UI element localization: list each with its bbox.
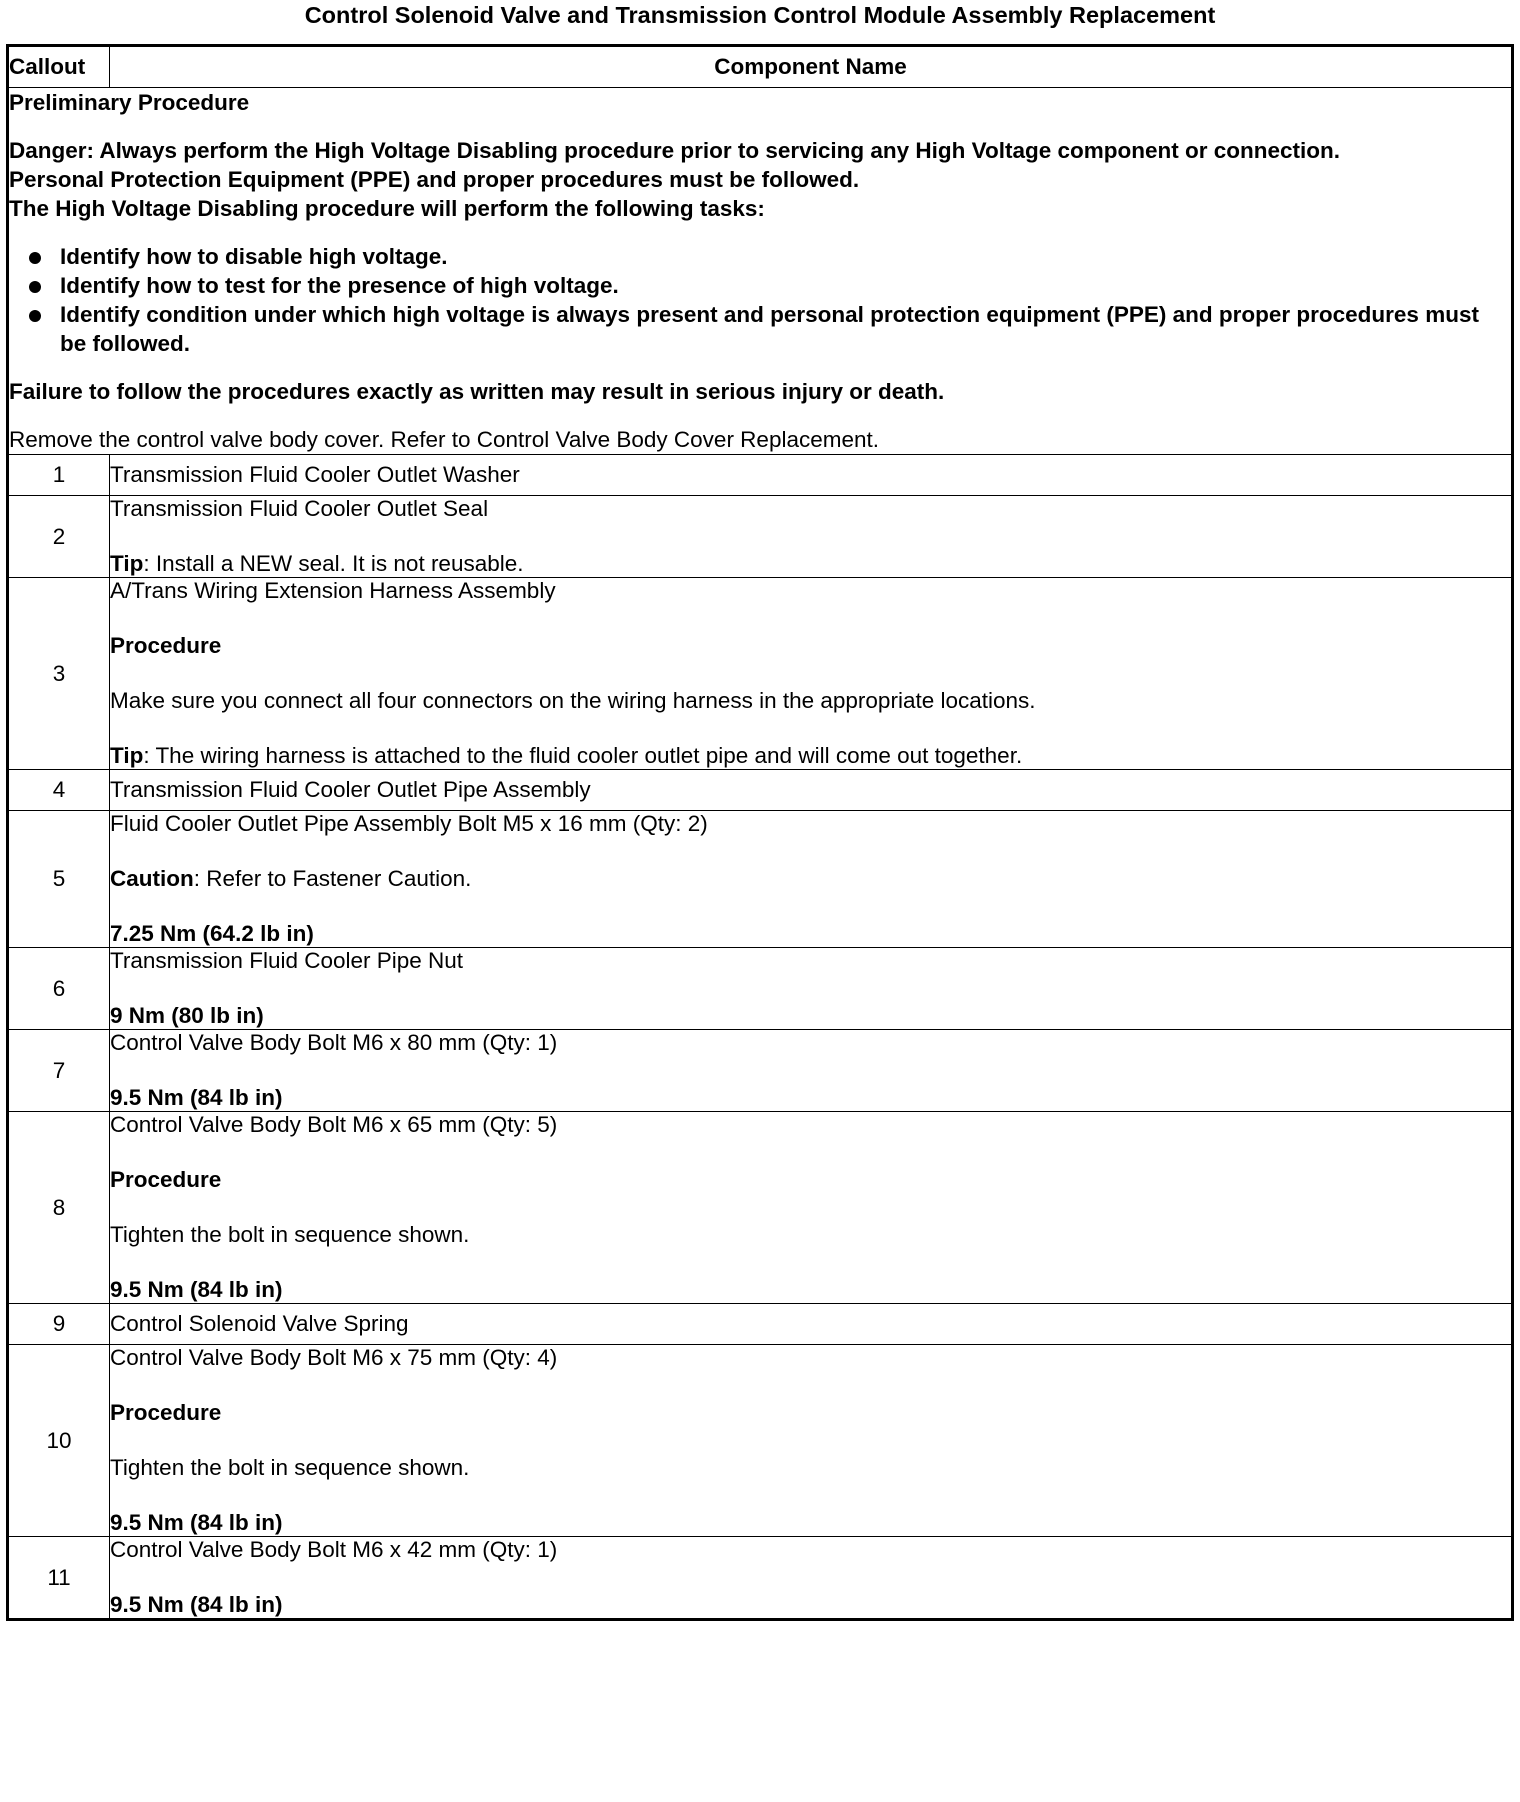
callout-number: 8 xyxy=(8,1112,110,1304)
danger-line-1: Danger: Always perform the High Voltage Disabling procedure prior to servicing any High Voltage component or connection. xyxy=(9,138,1341,163)
bullet-icon xyxy=(29,252,41,264)
callout-number: 4 xyxy=(8,770,110,811)
task-list xyxy=(9,242,1511,358)
danger-line-2: Personal Protection Equipment (PPE) and proper procedures must be followed. xyxy=(9,167,860,192)
component-cell xyxy=(110,578,1513,770)
component-name: Transmission Fluid Cooler Outlet Seal xyxy=(110,496,489,521)
callout-number: 2 xyxy=(8,496,110,578)
preliminary-procedure xyxy=(8,88,1513,455)
table-row xyxy=(8,948,1513,1030)
table-row xyxy=(8,455,1513,496)
procedure-detail: Tighten the bolt in sequence shown. xyxy=(110,1455,470,1480)
component-name: Control Solenoid Valve Spring xyxy=(110,1311,409,1336)
component-name: A/Trans Wiring Extension Harness Assembly xyxy=(110,578,556,603)
torque-spec: 9.5 Nm (84 lb in) xyxy=(110,1085,283,1110)
component-name: Control Valve Body Bolt M6 x 65 mm (Qty: 5) xyxy=(110,1112,558,1137)
torque-spec: 9.5 Nm (84 lb in) xyxy=(110,1277,283,1302)
component-cell xyxy=(110,1304,1513,1345)
danger-line-3: The High Voltage Disabling procedure will perform the following tasks: xyxy=(9,196,765,221)
callout-number: 7 xyxy=(8,1030,110,1112)
component-cell xyxy=(110,1537,1513,1620)
callout-number: 1 xyxy=(8,455,110,496)
table-row xyxy=(8,1537,1513,1620)
procedure-heading: Procedure xyxy=(110,633,222,658)
caution-note: Caution: Refer to Fastener Caution. xyxy=(110,866,472,891)
component-name: Control Valve Body Bolt M6 x 80 mm (Qty: 1) xyxy=(110,1030,558,1055)
component-name: Control Valve Body Bolt M6 x 42 mm (Qty: 1) xyxy=(110,1537,558,1562)
procedure-detail: Make sure you connect all four connectors on the wiring harness in the appropriate locations. xyxy=(110,688,1036,713)
table-header-row xyxy=(8,46,1513,88)
preliminary-heading: Preliminary Procedure xyxy=(9,90,250,115)
bullet-icon xyxy=(29,310,41,322)
callout-number: 11 xyxy=(8,1537,110,1620)
procedure-detail: Tighten the bolt in sequence shown. xyxy=(110,1222,470,1247)
table-row xyxy=(8,1304,1513,1345)
injury-warning: Failure to follow the procedures exactly as written may result in serious injury or death. xyxy=(9,379,945,404)
callout-number: 3 xyxy=(8,578,110,770)
component-name: Transmission Fluid Cooler Outlet Pipe Assembly xyxy=(110,777,591,802)
table-row xyxy=(8,578,1513,770)
torque-spec: 9 Nm (80 lb in) xyxy=(110,1003,264,1028)
torque-spec: 9.5 Nm (84 lb in) xyxy=(110,1510,283,1535)
tip-note: Tip: Install a NEW seal. It is not reusable. xyxy=(110,551,524,576)
document-title: Control Solenoid Valve and Transmission Control Module Assembly Replacement xyxy=(304,2,1216,28)
list-item: Identify how to test for the presence of high voltage. xyxy=(9,271,1511,300)
torque-spec: 7.25 Nm (64.2 lb in) xyxy=(110,921,314,946)
component-cell xyxy=(110,1345,1513,1537)
component-table xyxy=(6,44,1514,1621)
table-row xyxy=(8,1345,1513,1537)
table-row xyxy=(8,1030,1513,1112)
header-callout: Callout xyxy=(8,46,110,88)
component-cell xyxy=(110,770,1513,811)
component-cell xyxy=(110,811,1513,948)
component-cell xyxy=(110,455,1513,496)
component-cell xyxy=(110,496,1513,578)
table-row xyxy=(8,811,1513,948)
table-row xyxy=(8,1112,1513,1304)
component-name: Transmission Fluid Cooler Outlet Washer xyxy=(110,462,520,487)
procedure-heading: Procedure xyxy=(110,1400,222,1425)
callout-number: 10 xyxy=(8,1345,110,1537)
tip-note: Tip: The wiring harness is attached to the fluid cooler outlet pipe and will come out together. xyxy=(110,743,1023,768)
remove-cover-instruction: Remove the control valve body cover. Refer to Control Valve Body Cover Replacement. xyxy=(9,427,880,452)
component-name: Control Valve Body Bolt M6 x 75 mm (Qty: 4) xyxy=(110,1345,558,1370)
preliminary-row xyxy=(8,88,1513,455)
callout-number: 5 xyxy=(8,811,110,948)
component-cell xyxy=(110,1112,1513,1304)
torque-spec: 9.5 Nm (84 lb in) xyxy=(110,1592,283,1617)
callout-number: 6 xyxy=(8,948,110,1030)
header-component-name: Component Name xyxy=(110,46,1513,88)
list-item: Identify how to disable high voltage. xyxy=(9,242,1511,271)
table-row xyxy=(8,496,1513,578)
list-item: Identify condition under which high voltage is always present and personal protection equipment (PPE) and proper procedures must be followed. xyxy=(9,300,1511,358)
component-name: Transmission Fluid Cooler Pipe Nut xyxy=(110,948,464,973)
bullet-icon xyxy=(29,281,41,293)
component-cell xyxy=(110,948,1513,1030)
component-cell xyxy=(110,1030,1513,1112)
procedure-heading: Procedure xyxy=(110,1167,222,1192)
table-row xyxy=(8,770,1513,811)
component-name: Fluid Cooler Outlet Pipe Assembly Bolt M5 x 16 mm (Qty: 2) xyxy=(110,811,708,836)
callout-number: 9 xyxy=(8,1304,110,1345)
